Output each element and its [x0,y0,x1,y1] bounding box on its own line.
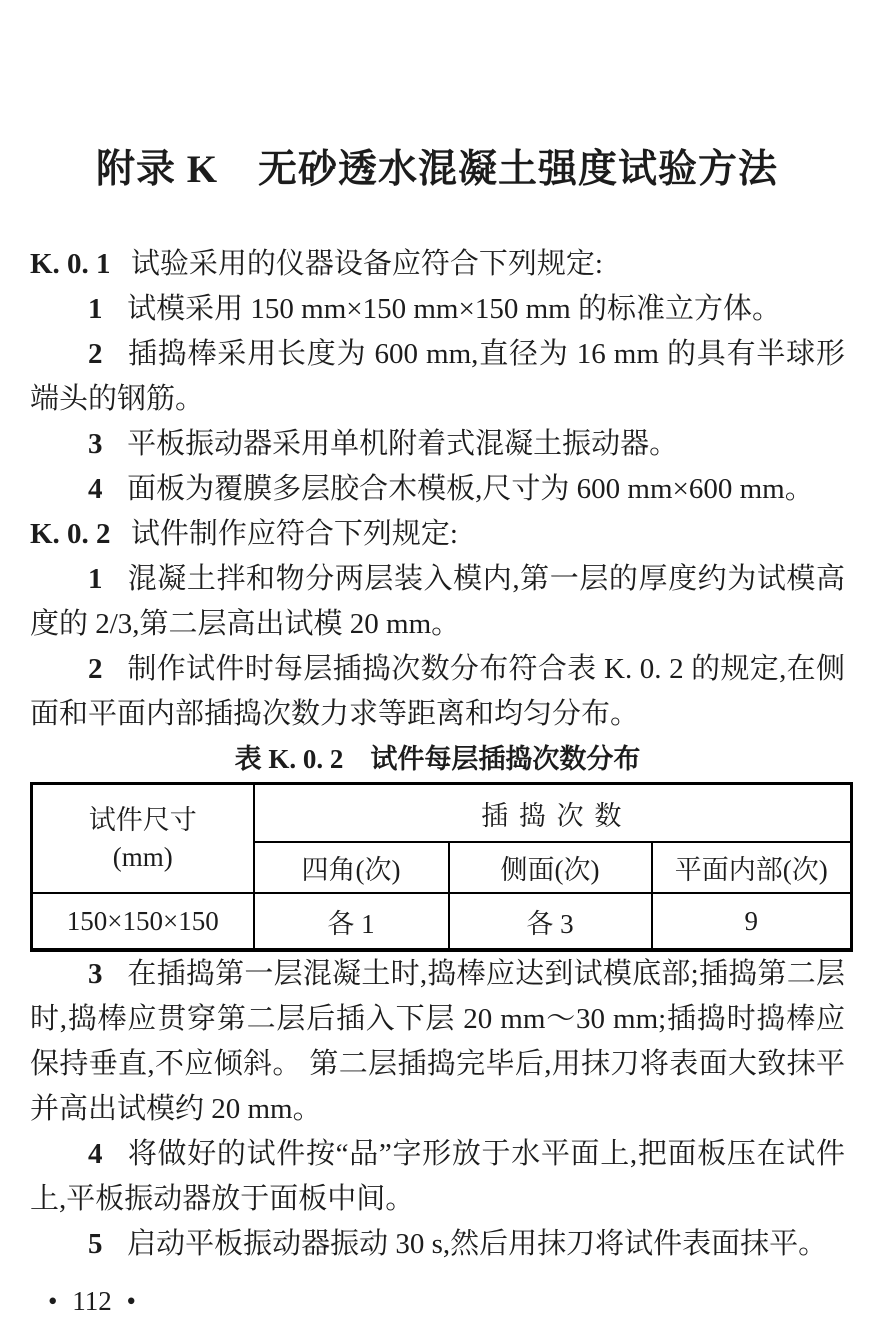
item-k02-5 [30,1222,845,1267]
item-number: 3 [88,958,103,990]
item-k02-1 [30,557,845,647]
item-text: 平板振动器采用单机附着式混凝土振动器。 [127,428,679,460]
cell-plane-interior: 9 [652,893,852,950]
item-text: 插捣棒采用长度为 600 mm,直径为 16 mm 的具有半球形端头的钢筋。 [30,338,845,415]
table-header-row-1 [32,784,852,843]
item-text: 启动平板振动器振动 30 s,然后用抹刀将试件表面抹平。 [127,1228,828,1260]
item-k01-2 [30,332,845,422]
clause-k01 [30,242,845,287]
item-text: 将做好的试件按“品”字形放于水平面上,把面板压在试件上,平板振动器放于面板中间。 [30,1138,845,1215]
item-k02-4 [30,1132,845,1222]
item-number: 5 [88,1228,103,1260]
cell-corners: 各 1 [254,893,449,950]
table-data-row [32,893,852,950]
item-text: 在插捣第一层混凝土时,捣棒应达到试模底部;插捣第二层时,捣棒应贯穿第二层后插入下层 20 mm～30 mm;插捣时捣棒应保持垂直,不应倾斜。 第二层插捣完毕后,用抹刀将表面大致抹平并高出试模约 20 mm。 [30,958,845,1125]
item-number: 2 [88,338,103,370]
body-text [0,242,874,1267]
cell-size: 150×150×150 [32,893,254,950]
item-k01-3 [30,422,845,467]
header-specimen-size [32,784,254,894]
specimen-size-line2: (mm) [112,841,173,872]
clause-label: K. 0. 2 [30,518,111,550]
item-number: 1 [88,563,103,595]
item-number: 2 [88,653,103,685]
header-sides: 侧面(次) [449,842,652,893]
item-number: 1 [88,293,103,325]
item-k02-2 [30,647,845,737]
item-text: 混凝土拌和物分两层装入模内,第一层的厚度约为试模高度的 2/3,第二层高出试模 20 mm。 [30,563,845,640]
clause-text: 试验采用的仪器设备应符合下列规定: [130,248,603,280]
item-number: 4 [88,473,103,505]
clause-k02 [30,512,845,557]
cell-sides: 各 3 [449,893,652,950]
item-k01-1 [30,287,845,332]
table-title: 表 K. 0. 2 试件每层插捣次数分布 [234,744,641,774]
tamping-times-table [30,782,853,952]
page-number: • 112 • [48,1286,136,1316]
item-number: 4 [88,1138,103,1170]
item-k01-4 [30,467,845,512]
item-text: 制作试件时每层插捣次数分布符合表 K. 0. 2 的规定,在侧面和平面内部插捣次数力求等距离和均匀分布。 [30,653,845,730]
specimen-size-line1: 试件尺寸 [88,804,197,835]
item-text: 试模采用 150 mm×150 mm×150 mm 的标准立方体。 [127,293,781,325]
header-tamping-times: 插 捣 次 数 [254,784,852,843]
clause-label: K. 0. 1 [30,248,111,280]
header-corners: 四角(次) [254,842,449,893]
item-k02-3 [30,952,845,1132]
item-number: 3 [88,428,103,460]
appendix-title: 附录 K 无砂透水混凝土强度试验方法 [95,148,779,191]
clause-text: 试件制作应符合下列规定: [130,518,458,550]
item-text: 面板为覆膜多层胶合木模板,尺寸为 600 mm×600 mm。 [127,473,814,505]
header-plane-interior: 平面内部(次) [652,842,852,893]
